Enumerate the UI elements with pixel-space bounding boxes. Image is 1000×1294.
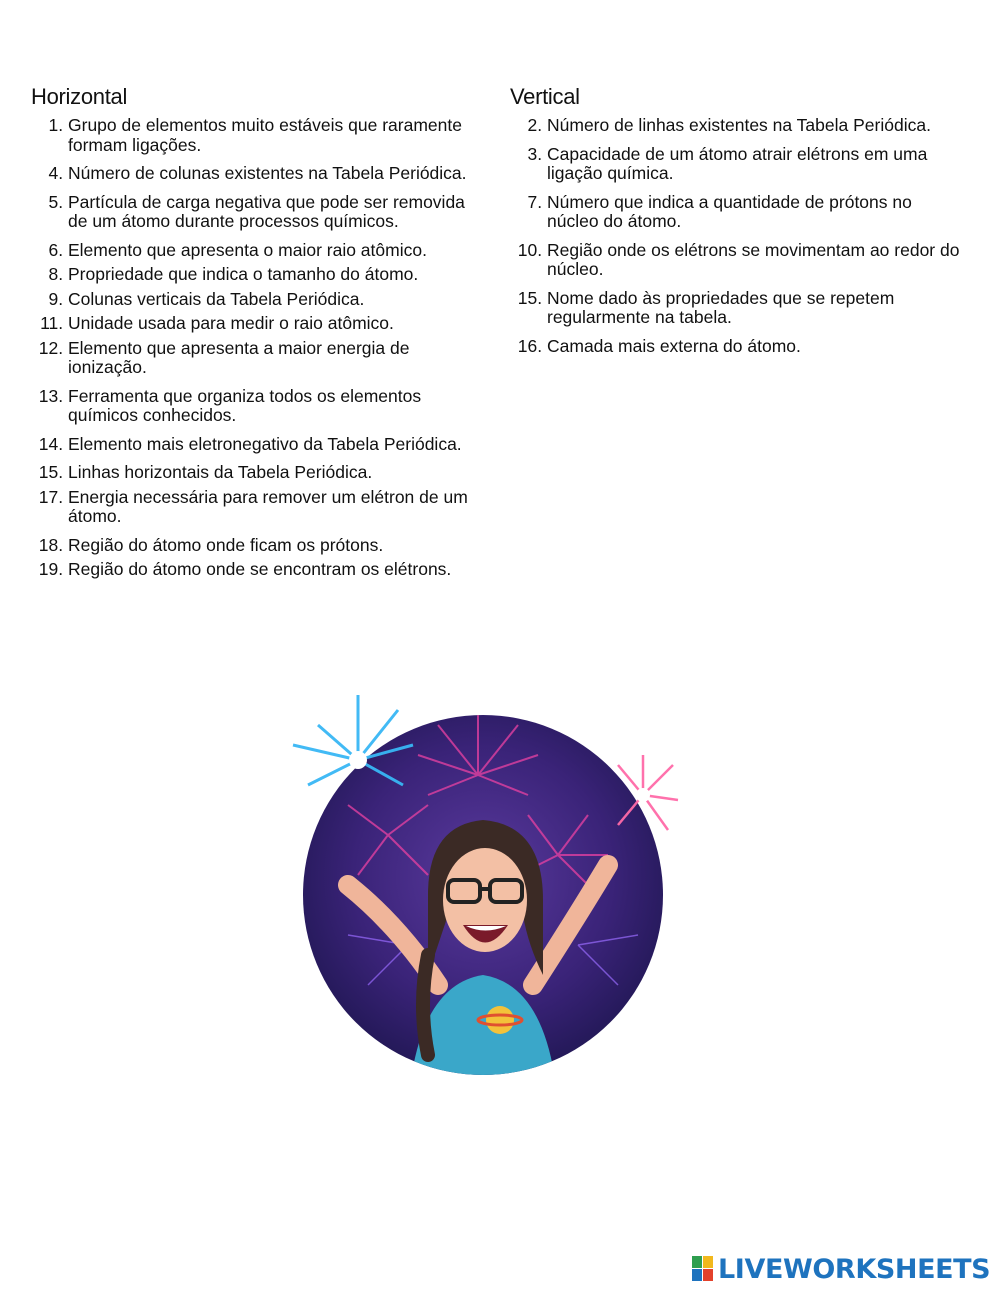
clue-item bbox=[510, 241, 960, 280]
clue-text: Região do átomo onde se encontram os elétrons. bbox=[68, 559, 452, 579]
clue-item bbox=[510, 145, 960, 184]
horizontal-clue-list bbox=[31, 116, 481, 580]
clue-text: Elemento mais eletronegativo da Tabela Periódica. bbox=[68, 433, 462, 454]
clue-item bbox=[31, 290, 481, 310]
celebration-avatar-illustration bbox=[288, 685, 688, 1080]
clue-text: Unidade usada para medir o raio atômico. bbox=[68, 313, 394, 333]
clue-item bbox=[510, 116, 960, 136]
clue-item bbox=[31, 488, 481, 527]
clue-number: 12. bbox=[38, 337, 64, 358]
clue-text: Elemento que apresenta o maior raio atômico. bbox=[68, 239, 427, 260]
clue-item bbox=[31, 387, 481, 426]
clue-number: 16. bbox=[517, 335, 543, 356]
clue-text: Camada mais externa do átomo. bbox=[547, 335, 801, 356]
clue-item bbox=[31, 435, 481, 455]
clue-text: Partícula de carga negativa que pode ser removida de um átomo durante processos químicos. bbox=[68, 191, 465, 231]
clue-text: Linhas horizontais da Tabela Periódica. bbox=[68, 462, 373, 482]
brand-wordmark: LIVEWORKSHEETS bbox=[718, 1253, 991, 1285]
vertical-clues-section bbox=[510, 84, 960, 365]
clue-item bbox=[31, 193, 481, 232]
clue-text: Capacidade de um átomo atrair elétrons em uma ligação química. bbox=[547, 143, 928, 183]
clue-text: Região do átomo onde ficam os prótons. bbox=[68, 534, 384, 555]
clue-number: 7. bbox=[527, 191, 543, 212]
clue-text: Região onde os elétrons se movimentam ao redor do núcleo. bbox=[547, 239, 960, 279]
clue-number: 1. bbox=[48, 115, 64, 135]
clue-number: 10. bbox=[517, 239, 543, 260]
clue-text: Propriedade que indica o tamanho do átomo. bbox=[68, 264, 419, 284]
clue-number: 4. bbox=[48, 163, 64, 183]
clue-number: 9. bbox=[48, 288, 64, 309]
planet-badge-icon bbox=[486, 1006, 514, 1034]
clue-text: Energia necessária para remover um elétron de um átomo. bbox=[68, 486, 468, 526]
clue-item bbox=[31, 463, 481, 483]
clue-number: 2. bbox=[527, 115, 543, 135]
clue-item bbox=[31, 339, 481, 378]
clue-number: 18. bbox=[38, 534, 64, 555]
clue-item bbox=[510, 289, 960, 328]
clue-number: 17. bbox=[38, 486, 64, 507]
clue-number: 13. bbox=[38, 385, 64, 406]
vertical-clue-list bbox=[510, 116, 960, 356]
clue-text: Ferramenta que organiza todos os elementos químicos conhecidos. bbox=[68, 385, 422, 425]
clue-text: Grupo de elementos muito estáveis que raramente formam ligações. bbox=[68, 115, 462, 155]
clue-item bbox=[31, 116, 481, 155]
clue-number: 8. bbox=[48, 264, 64, 284]
clue-number: 11. bbox=[40, 313, 64, 333]
liveworksheets-logo-icon bbox=[692, 1256, 714, 1282]
horizontal-heading: Horizontal bbox=[31, 84, 128, 109]
clue-item bbox=[31, 560, 481, 580]
clue-number: 15. bbox=[38, 462, 64, 482]
vertical-heading: Vertical bbox=[510, 84, 580, 109]
clue-text: Nome dado às propriedades que se repetem regularmente na tabela. bbox=[547, 287, 895, 327]
clue-text: Colunas verticais da Tabela Periódica. bbox=[68, 288, 365, 309]
liveworksheets-brand[interactable] bbox=[692, 1255, 990, 1283]
clue-number: 15. bbox=[517, 287, 543, 308]
clue-number: 19. bbox=[38, 559, 64, 579]
clue-item bbox=[31, 164, 481, 184]
clue-text: Número de linhas existentes na Tabela Periódica. bbox=[547, 115, 931, 135]
clue-item bbox=[31, 314, 481, 334]
clue-text: Elemento que apresenta a maior energia de ionização. bbox=[68, 337, 410, 377]
clue-item bbox=[510, 337, 960, 357]
clue-number: 5. bbox=[48, 191, 64, 212]
horizontal-clues-section bbox=[31, 84, 481, 589]
clue-item bbox=[31, 536, 481, 556]
clue-text: Número que indica a quantidade de prótons no núcleo do átomo. bbox=[547, 191, 912, 231]
clue-text: Número de colunas existentes na Tabela Periódica. bbox=[68, 163, 467, 183]
clue-item bbox=[31, 265, 481, 285]
clue-item bbox=[510, 193, 960, 232]
clue-item bbox=[31, 241, 481, 261]
clue-number: 3. bbox=[527, 143, 543, 164]
clue-number: 14. bbox=[38, 433, 64, 454]
clue-number: 6. bbox=[48, 239, 64, 260]
